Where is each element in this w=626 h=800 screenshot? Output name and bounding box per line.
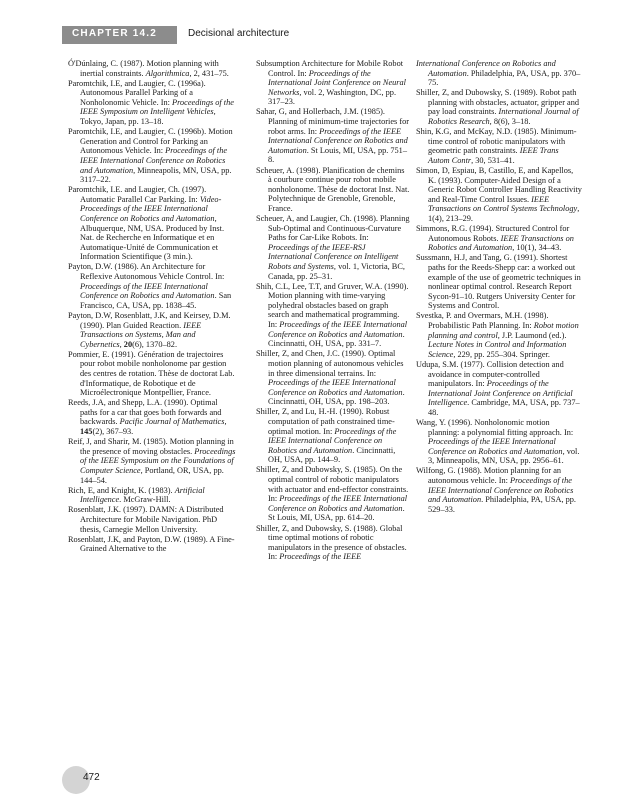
reference-entry: Pommier, E. (1991). Génération de trajectoires pour robot mobile nonholonome par gestion des centres de rotation. Thèse de doctorat Lab. d'Informatique, de Robotique et de Microélectronique Montpellier, France. — [68, 349, 235, 398]
reference-entry: Shiller, Z, and Chen, J.C. (1990). Optimal motion planning of autonomous vehicles in three dimensional terrains. In: Proceedings of the IEEE International Conference on Robotics and Automation. Cincinnatti, OH, USA, pp. 198–203. — [256, 349, 405, 407]
reference-entry: Scheuer, A. (1998). Planification de chemins à courbure continue pour robot mobile nonholonome. Thèse de doctorat Inst. Nat. Polytechnique de Grenoble, Grenoble, France. — [256, 165, 410, 213]
reference-entry: Payton, D.W, Rosenblatt, J.K, and Keirsey, D.M. (1990). Plan Guided Reaction. IEEE Transactions on Systems, Man and Cybernetics, 20(6), 1370–82. — [68, 310, 231, 349]
reference-entry: Shiller, Z, and Dubowsky, S. (1988). Global time optimal motions of robotic manipulators in the presence of obstacles. In: Proceedings of the IEEE — [256, 523, 407, 562]
reference-entry: Udupa, S.M. (1977). Collision detection and avoidance in computer-controlled manipulators. In: Proceedings of the International Joint Conference on Artificial Intelligence. Cambridge, MA, USA, pp. 737–48. — [416, 359, 580, 417]
reference-entry: Reif, J, and Sharir, M. (1985). Motion planning in the presence of moving obstacles. Proceedings of the IEEE Symposium on the Foundations of Computer Science, Portland, OR, USA, pp. 144–54. — [68, 437, 236, 485]
reference-entry: Paromtchik, I.E, and Laugier, C. (1996a). Autonomous Parallel Parking of a Nonholonomic Vehicle. In: Proceedings of the IEEE Symposium on Intelligent Vehicles, Tokyo, Japan, pp. 13–18. — [68, 78, 234, 127]
reference-entry: Reeds, J.A, and Shepp, L.A. (1990). Optimal paths for a car that goes both forwards and backwards. Pacific Journal of Mathematics, 145(2), 367–93. — [68, 398, 227, 437]
reference-entry: International Conference on Robotics and Automation. Philadelphia, PA, USA, pp. 370–75. — [416, 59, 581, 88]
reference-entry: Svestka, P. and Overmars, M.H. (1998). Probabilistic Path Planning. In: Robot motion planning and control, J.P. Laumond (ed.). Lecture Notes in Control and Information Science, 229, pp. 255–304. Springer. — [416, 311, 579, 359]
reference-entry: Simmons, R.G. (1994). Structured Control for Autonomous Robots. IEEE Transactions on Robotics and Automation, 10(1), 34–43. — [416, 224, 574, 253]
page-number: 472 — [83, 772, 100, 783]
reference-entry: Simon, D, Espiau, B, Castillo, E, and Kapellos, K. (1993). Computer-Aided Design of a Generic Robot Controller Handling Reactivity and Real-Time Control Issues. IEEE Transactions on Control Systems Technology, 1(4), 213–29. — [416, 166, 582, 223]
reference-entry: Rosenblatt, J.K. (1997). DAMN: A Distributed Architecture for Mobile Navigation. PhD thesis, Carnegie Mellon University. — [68, 505, 224, 534]
reference-entry: Shiller, Z, and Dubowsky, S. (1985). On the optimal control of robotic manipulators with actuator and end-effector constraints. In: Proceedings of the IEEE International Conference on Robotics and Automation. St Louis, MI, USA, pp. 614–20. — [256, 465, 409, 523]
header-title: Decisional architecture — [188, 28, 290, 39]
reference-entry: Sahar, G, and Hollerbach, J.M. (1985). Planning of minimum-time trajectories for robot arms. In: Proceedings of the IEEE International Conference on Robotics and Automation. St Louis, MI, USA, pp. 751–8. — [256, 107, 410, 165]
reference-entry: Payton, D.W. (1986). An Architecture for Reflexive Autonomous Vehicle Control. In: Proceedings of the IEEE International Conference on Robotics and Automation. San Francisco, CA, USA, pp. 1838–45. — [68, 262, 232, 310]
references-column-2 — [256, 59, 410, 562]
reference-entry: Paromtchik, I.E. and Laugier, Ch. (1997). Automatic Parallel Car Parking. In: Video-Proceedings of the IEEE International Conference on Robotics and Automation, Albuquerque, NM, USA. Produced by Inst. Nat. de Recherche en Informatique et en Automatique-Unité de Communication et Information Scientifique (3 min.). — [68, 185, 225, 262]
reference-entry: Shin, K.G, and McKay, N.D. (1985). Minimum-time control of robotic manipulators with geometric path constraints. IEEE Trans Autom Contr, 30, 531–41. — [416, 127, 577, 165]
running-header — [0, 26, 626, 44]
chapter-label: CHAPTER 14.2 — [72, 28, 157, 39]
reference-entry: Paromtchik, I.E, and Laugier, C. (1996b). Motion Generation and Control for Parking an Autonomous Vehicle. In: Proceedings of the IEEE International Conference on Robotics and Automation, Minneapolis, MN, USA, pp. 3117–22. — [68, 127, 233, 185]
reference-entry: Shih, C.L, Lee, T.T, and Gruver, W.A. (1990). Motion planning with time-varying polyhedral obstacles based on graph search and mathematical programming. In: Proceedings of the IEEE International Conference on Robotics and Automation. Cincinnatti, OH, USA, pp. 331–7. — [256, 281, 409, 349]
reference-entry: Rich, E, and Knight, K. (1983). Artificial Intelligence. McGraw-Hill. — [68, 485, 205, 505]
reference-entry: Rosenblatt, J.K, and Payton, D.W. (1989). A Fine-Grained Alternative to the — [68, 534, 235, 554]
reference-entry: Shiller, Z, and Dubowsky, S. (1989). Robot path planning with obstacles, actuator, gripper and pay load constraints. International Journal of Robotics Research, 8(6), 3–18. — [416, 88, 580, 127]
reference-entry: Sussmann, H.J, and Tang, G. (1991). Shortest paths for the Reeds-Shepp car: a worked out example of the use of geometric techniques in nonlinear optimal control. Research Report Sycon-91–10. Rutgers University Center for Systems and Control. — [416, 253, 581, 311]
reference-entry: Wilfong, G. (1988). Motion planning for an autonomous vehicle. In: Proceedings of the IEEE International Conference on Robotics and Automation. Philadelphia, PA, USA, pp. 529–33. — [416, 466, 576, 514]
reference-entry: Shiller, Z, and Lu, H.-H. (1990). Robust computation of path constrained time-optimal motion. In: Proceedings of the IEEE International Conference on Robotics and Automation. Cincinnatti, OH, USA, pp. 144–9. — [256, 407, 397, 465]
reference-entry: Wang, Y. (1996). Nonholonomic motion planning: a polynomial fitting approach. In: Proceedings of the IEEE International Conference on Robotics and Automation, vol. 3, Minneapolis, MN, USA, pp. 2956–61. — [416, 417, 580, 466]
reference-entry: Scheuer, A, and Laugier, Ch. (1998). Planning Sub-Optimal and Continuous-Curvature Paths for Car-Like Robots. In: Proceedings of the IEEE-RSJ International Conference on Intelligent Robots and Systems, vol. 1, Victoria, BC, Canada, pp. 25–31. — [256, 214, 410, 281]
reference-entry: Subsumption Architecture for Mobile Robot Control. In: Proceedings of the International Joint Conference on Neural Networks, vol. 2, Washington, DC, pp. 317–23. — [256, 59, 406, 107]
references-column-3 — [416, 59, 582, 515]
reference-entry: Ó'Dúnlaing, C. (1987). Motion planning with inertial constraints. Algorithmica, 2, 431–75. — [68, 59, 229, 78]
references-column-1 — [68, 59, 236, 554]
